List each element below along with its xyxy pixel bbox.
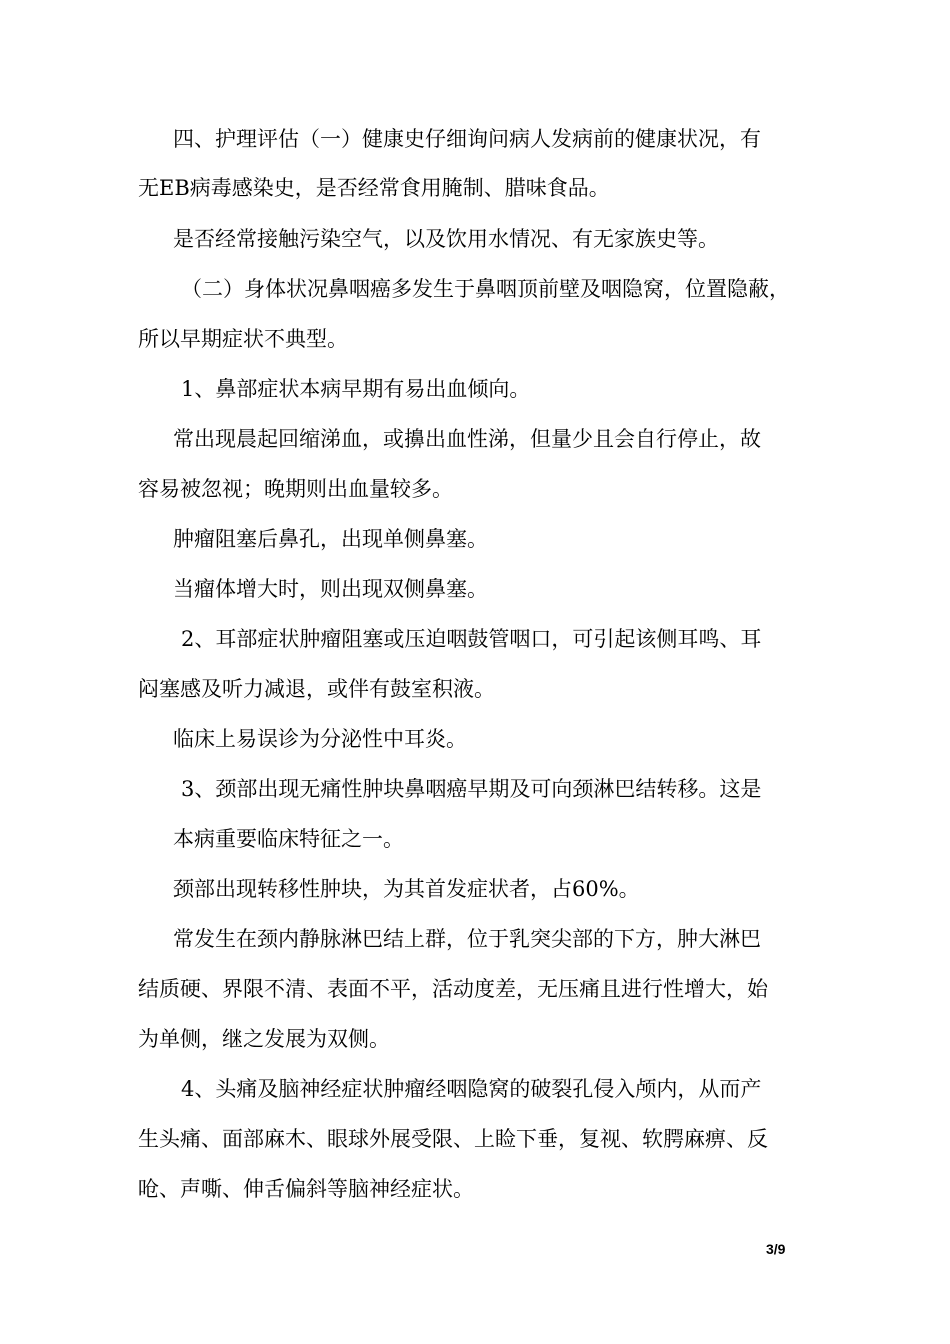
paragraph-line: 1、鼻部症状本病早期有易出血倾向。 [181, 377, 531, 401]
paragraph-line: 四、护理评估（一）健康史仔细询问病人发病前的健康状况，有 [173, 127, 761, 151]
paragraph-line: 4、头痛及脑神经症状肿瘤经咽隐窝的破裂孔侵入颅内，从而产 [181, 1077, 762, 1101]
paragraph-line: 常出现晨起回缩涕血，或擤出血性涕，但量少且会自行停止，故 [173, 427, 761, 451]
paragraph-line: （二）身体状况鼻咽癌多发生于鼻咽顶前壁及咽隐窝，位置隐蔽， [181, 277, 790, 301]
page-number: 3/9 [766, 1241, 786, 1257]
paragraph-line: 本病重要临床特征之一。 [173, 827, 404, 851]
paragraph-line: 常发生在颈内静脉淋巴结上群，位于乳突尖部的下方，肿大淋巴 [173, 927, 761, 951]
paragraph-line: 临床上易误诊为分泌性中耳炎。 [173, 727, 467, 751]
paragraph-line: 是否经常接触污染空气，以及饮用水情况、有无家族史等。 [173, 227, 719, 251]
paragraph-line: 2、耳部症状肿瘤阻塞或压迫咽鼓管咽口，可引起该侧耳鸣、耳 [181, 627, 762, 651]
paragraph-line: 容易被忽视；晚期则出血量较多。 [138, 477, 453, 501]
paragraph-line: 为单侧，继之发展为双侧。 [138, 1027, 390, 1051]
paragraph-line: 结质硬、界限不清、表面不平，活动度差，无压痛且进行性增大，始 [138, 977, 768, 1001]
paragraph-line: 所以早期症状不典型。 [138, 327, 348, 351]
paragraph-line: 呛、声嘶、伸舌偏斜等脑神经症状。 [138, 1177, 474, 1201]
paragraph-line: 颈部出现转移性肿块，为其首发症状者，占60%。 [173, 877, 640, 901]
paragraph-line: 3、颈部出现无痛性肿块鼻咽癌早期及可向颈淋巴结转移。这是 [181, 777, 762, 801]
paragraph-line: 闷塞感及听力减退，或伴有鼓室积液。 [138, 677, 495, 701]
paragraph-line: 当瘤体增大时，则出现双侧鼻塞。 [173, 577, 488, 601]
paragraph-line: 无EB病毒感染史，是否经常食用腌制、腊味食品。 [138, 176, 610, 200]
paragraph-line: 肿瘤阻塞后鼻孔，出现单侧鼻塞。 [173, 527, 488, 551]
paragraph-line: 生头痛、面部麻木、眼球外展受限、上睑下垂，复视、软腭麻痹、反 [138, 1127, 768, 1151]
